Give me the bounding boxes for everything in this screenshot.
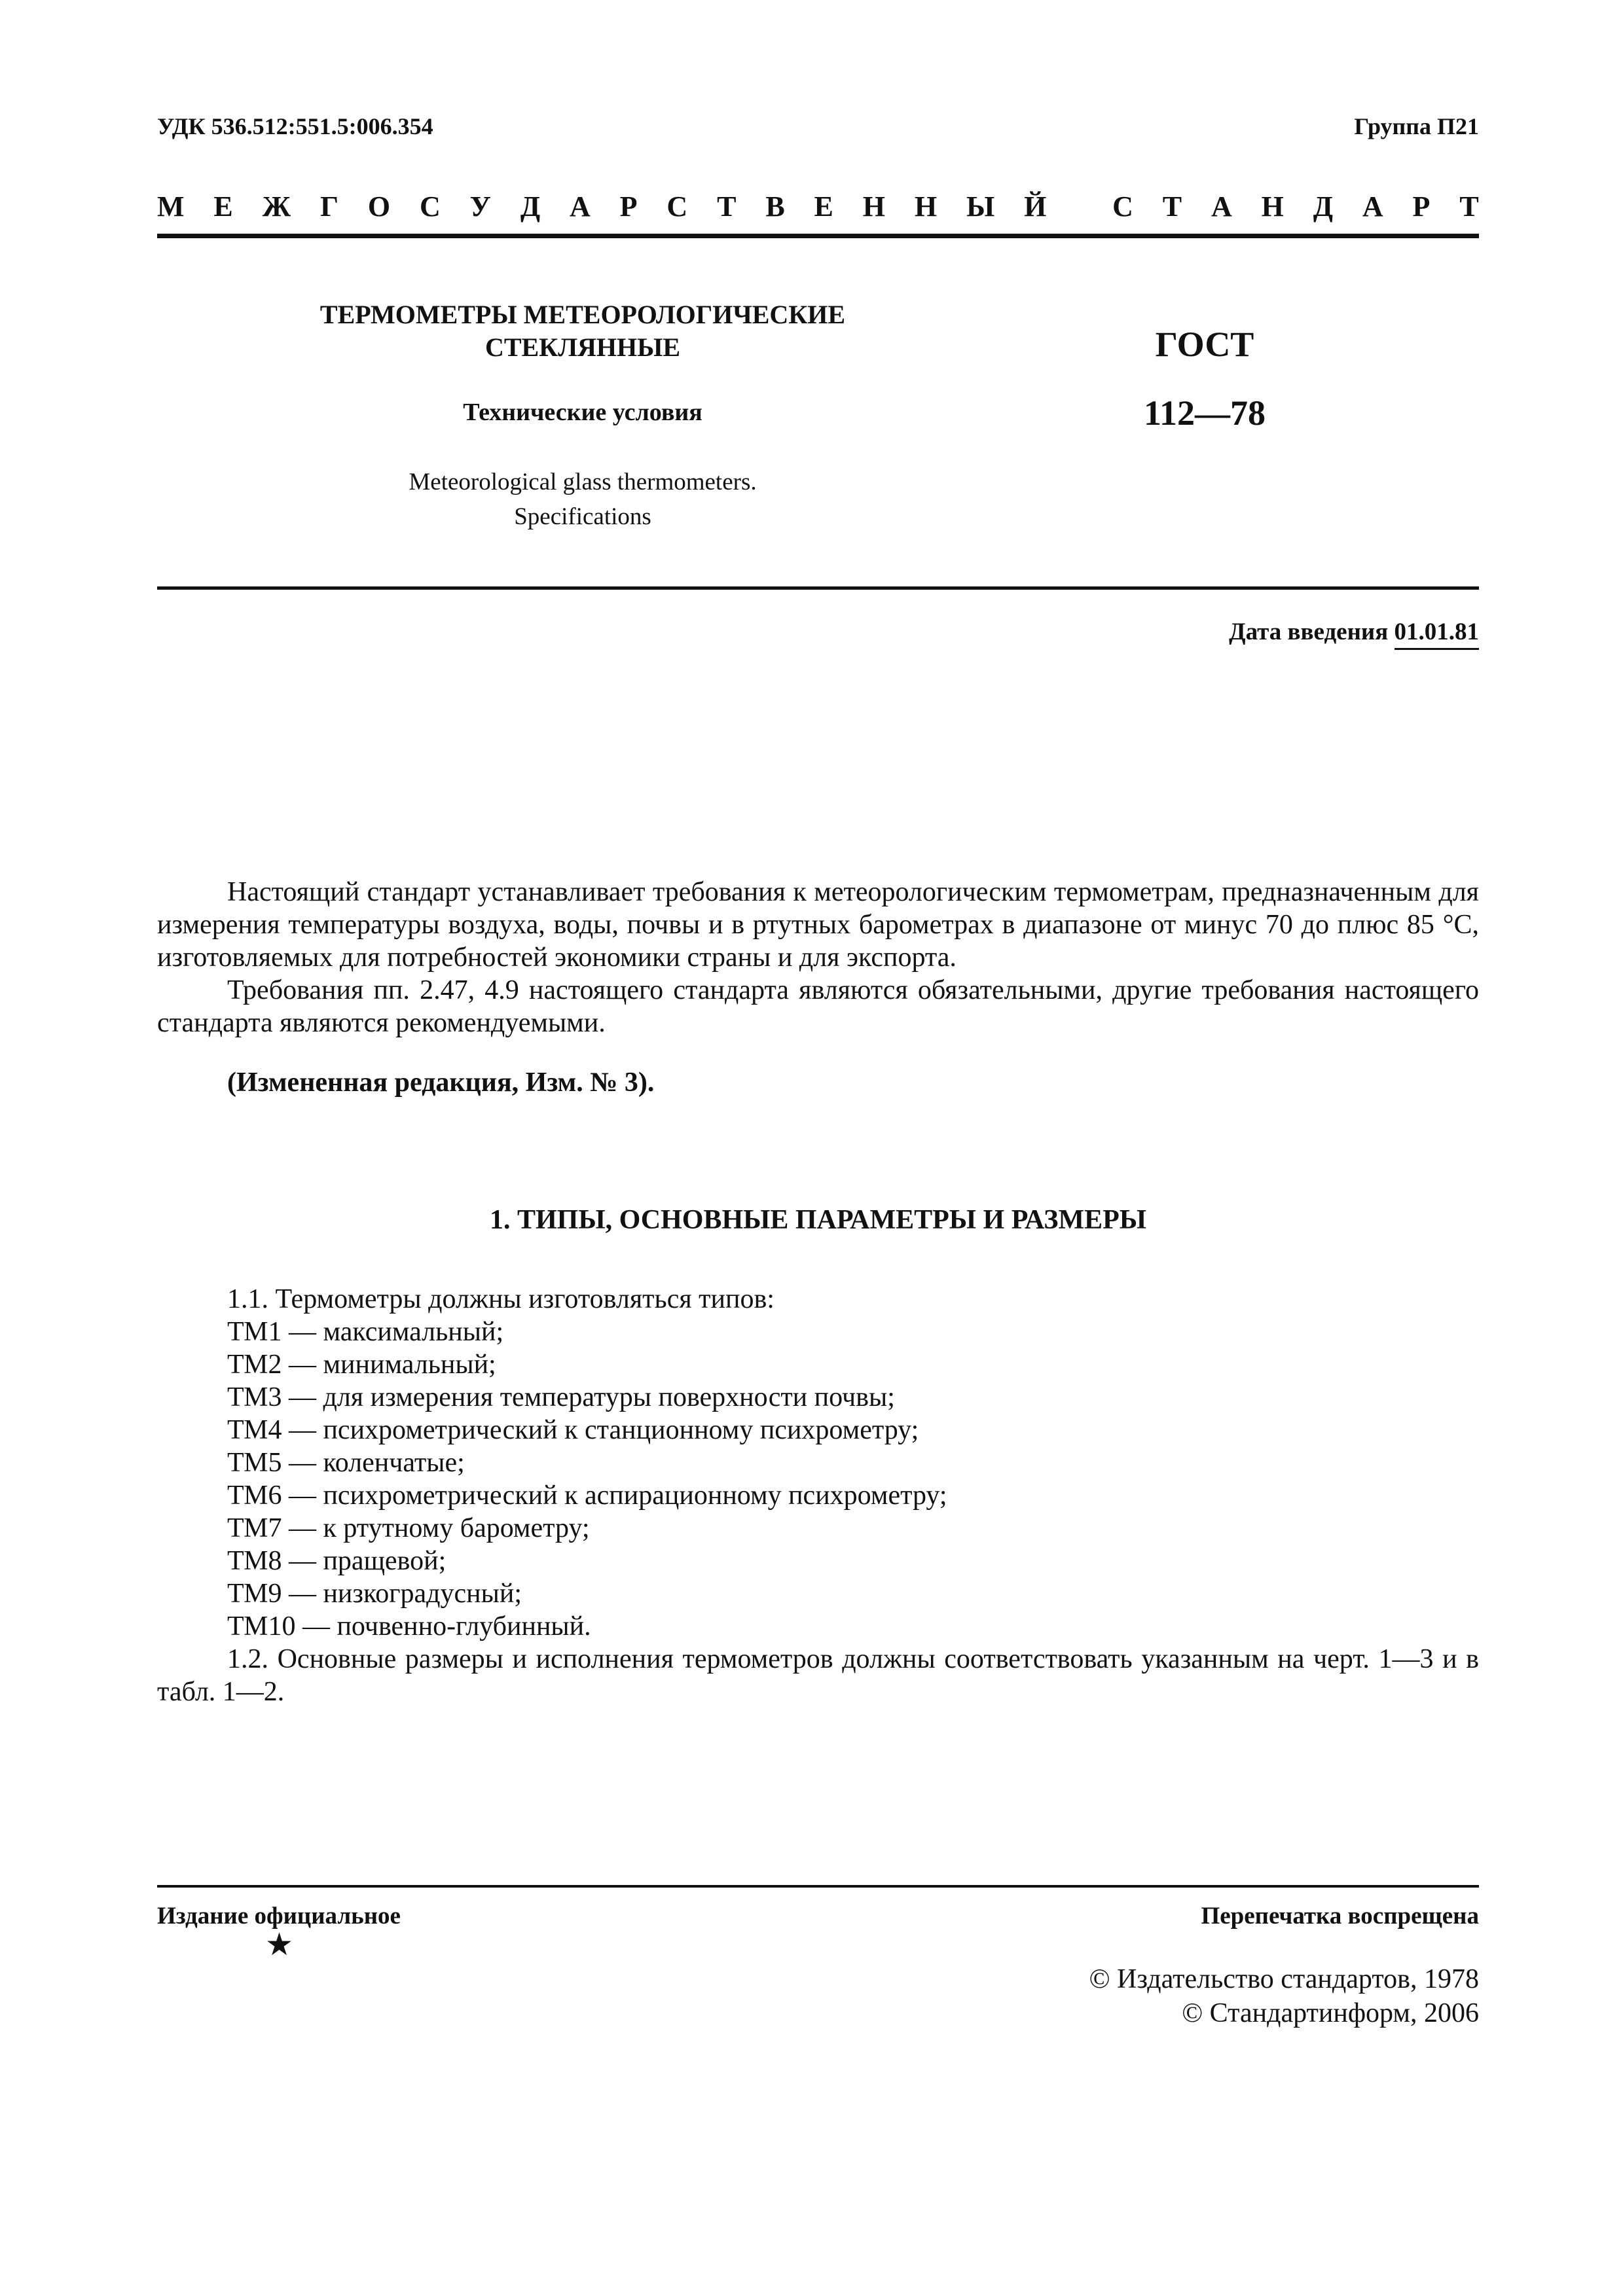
banner-letter: Т xyxy=(717,190,737,223)
banner-letter: Т xyxy=(1162,190,1182,223)
list-item: ТМ10 — почвенно-глубинный. xyxy=(227,1611,591,1641)
banner-letter: А xyxy=(1362,190,1383,223)
english-title-line-1: Meteorological glass thermometers. xyxy=(409,469,757,495)
banner-letter: Т xyxy=(1459,190,1479,223)
banner-letter: Й xyxy=(1024,190,1047,223)
banner-letter: Д xyxy=(1313,190,1334,223)
list-item: ТМ5 — коленчатые; xyxy=(227,1448,465,1478)
date-of-introduction xyxy=(1229,618,1479,646)
banner-letter: М xyxy=(157,190,185,223)
clause-1-1: 1.1. Термометры должны изготовляться типов: xyxy=(227,1284,775,1314)
clause-1-2-block xyxy=(157,1643,1479,1708)
reprint-prohibited: Перепечатка воспрещена xyxy=(1201,1903,1479,1929)
list-item: ТМ9 — низкоградусный; xyxy=(227,1579,522,1609)
types-list xyxy=(227,1283,947,1643)
group-code: Группа П21 xyxy=(1354,113,1479,139)
gost-label: ГОСТ xyxy=(1155,325,1254,364)
banner-letter: С xyxy=(666,190,688,223)
banner-letter: Г xyxy=(320,190,339,223)
copyright-block xyxy=(1089,1962,1479,2030)
banner-letter: Р xyxy=(619,190,638,223)
list-item: ТМ3 — для измерения температуры поверхности почвы; xyxy=(227,1382,895,1412)
banner-letter: Н xyxy=(914,190,938,223)
banner-letter: О xyxy=(367,190,391,223)
list-item: ТМ2 — минимальный; xyxy=(227,1350,496,1380)
section-heading: 1. ТИПЫ, ОСНОВНЫЕ ПАРАМЕТРЫ И РАЗМЕРЫ xyxy=(489,1205,1147,1235)
list-item: ТМ8 — пращевой; xyxy=(227,1546,447,1576)
list-item: ТМ4 — психрометрический к станционному психрометру; xyxy=(227,1415,919,1445)
banner-letter: А xyxy=(570,190,591,223)
english-title xyxy=(249,465,917,534)
banner-letter: У xyxy=(469,190,491,223)
intro-text xyxy=(157,876,1479,1039)
banner-letter: Н xyxy=(1261,190,1284,223)
intro-paragraph-2: Требования пп. 2.47, 4.9 настоящего стандарта являются обязательными, другие требования настоящего стандарта являются рекомендуемыми. xyxy=(157,975,1479,1038)
banner-letter: Р xyxy=(1412,190,1431,223)
banner-gap xyxy=(1076,190,1083,223)
banner-letter: Ы xyxy=(966,190,995,223)
star-icon: ★ xyxy=(265,1928,294,1962)
intro-paragraph-1: Настоящий стандарт устанавливает требования к метеорологическим термометрам, предназначенным для измерения температуры воздуха, воды, почвы и в ртутных барометрах в диапазоне от минус 70 до плюс 85 °С, изготовляемых для потребностей экономики страны и для экспорта. xyxy=(157,877,1479,973)
copyright-line-2: © Стандартинформ, 2006 xyxy=(1182,1998,1479,2028)
banner-letter: Н xyxy=(862,190,886,223)
date-label: Дата введения xyxy=(1229,619,1389,645)
banner-letter: С xyxy=(1112,190,1133,223)
banner-letter: Е xyxy=(814,190,833,223)
list-item: ТМ7 — к ртутному барометру; xyxy=(227,1513,590,1543)
footer-rule xyxy=(157,1885,1479,1888)
list-item: ТМ1 — максимальный; xyxy=(227,1317,504,1347)
document-title xyxy=(249,298,917,364)
clause-1-2: 1.2. Основные размеры и исполнения термометров должны соответствовать указанным на черт. 1—3 и в табл. 1—2. xyxy=(157,1644,1479,1707)
banner-rule xyxy=(157,234,1479,238)
banner-letter: С xyxy=(420,190,441,223)
interstate-standard-banner xyxy=(157,190,1479,223)
official-edition: Издание официальное xyxy=(157,1903,401,1929)
banner-letter: А xyxy=(1211,190,1232,223)
title-line-1: ТЕРМОМЕТРЫ МЕТЕОРОЛОГИЧЕСКИЕ xyxy=(319,300,846,329)
copyright-line-1: © Издательство стандартов, 1978 xyxy=(1089,1964,1479,1994)
english-title-line-2: Specifications xyxy=(514,503,651,530)
amendment-note: (Измененная редакция, Изм. № 3). xyxy=(227,1067,655,1098)
banner-letter: Е xyxy=(213,190,233,223)
banner-letter: Ж xyxy=(262,190,291,223)
date-value: 01.01.81 xyxy=(1395,619,1480,650)
udk-code: УДК 536.512:551.5:006.354 xyxy=(157,113,433,139)
document-subtitle: Технические условия xyxy=(463,399,702,426)
banner-letter: Д xyxy=(520,190,541,223)
title-line-2: СТЕКЛЯННЫЕ xyxy=(484,332,681,362)
list-item: ТМ6 — психрометрический к аспирационному психрометру; xyxy=(227,1480,947,1511)
gost-number: 112—78 xyxy=(1143,393,1266,433)
title-block-rule xyxy=(157,586,1479,590)
banner-letter: В xyxy=(765,190,785,223)
